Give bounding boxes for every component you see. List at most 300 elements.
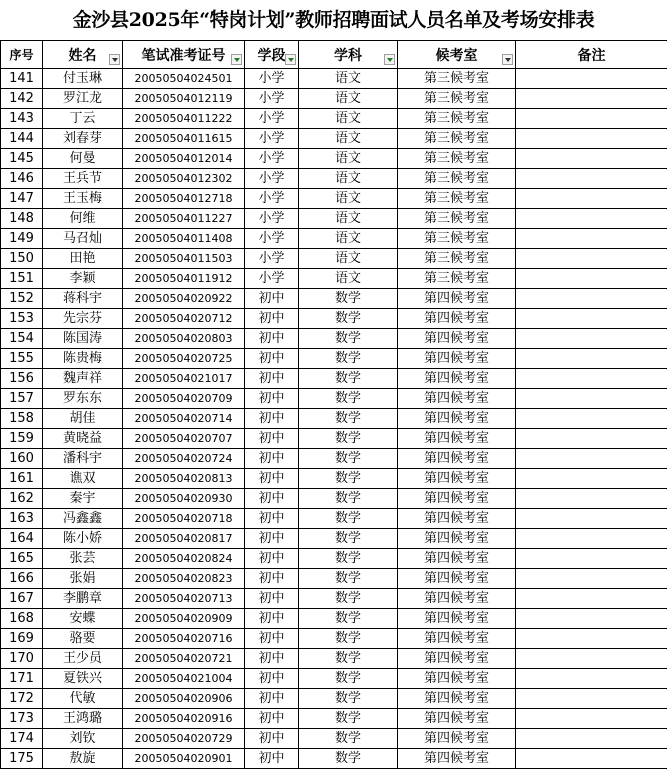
stage-cell[interactable]: 初中 xyxy=(245,549,299,569)
table-row xyxy=(1,469,667,489)
subject-cell[interactable]: 语文 xyxy=(299,269,398,289)
seq-cell[interactable]: 174 xyxy=(1,729,43,749)
remarks-cell[interactable] xyxy=(516,289,667,309)
remarks-cell[interactable] xyxy=(516,349,667,369)
table-row xyxy=(1,589,667,609)
subject-cell[interactable]: 数学 xyxy=(299,649,398,669)
waiting-room-cell[interactable]: 第三候考室 xyxy=(398,189,516,209)
waiting-room-cell[interactable]: 第四候考室 xyxy=(398,369,516,389)
stage-cell[interactable]: 小学 xyxy=(245,109,299,129)
header-label: 候考室 xyxy=(435,47,478,64)
seq-cell[interactable]: 168 xyxy=(1,609,43,629)
remarks-cell[interactable] xyxy=(516,529,667,549)
seq-cell[interactable]: 172 xyxy=(1,689,43,709)
table-row xyxy=(1,329,667,349)
name-cell[interactable]: 张芸 xyxy=(43,549,123,569)
stage-cell[interactable]: 小学 xyxy=(245,149,299,169)
table-row xyxy=(1,449,667,469)
table-row xyxy=(1,69,667,89)
waiting-room-cell[interactable]: 第四候考室 xyxy=(398,669,516,689)
exam-id-cell[interactable]: 20050504020916 xyxy=(123,709,245,729)
remarks-cell[interactable] xyxy=(516,309,667,329)
name-cell[interactable]: 付玉琳 xyxy=(43,69,123,89)
exam-id-cell[interactable]: 20050504020729 xyxy=(123,729,245,749)
remarks-cell[interactable] xyxy=(516,109,667,129)
remarks-cell[interactable] xyxy=(516,389,667,409)
remarks-cell[interactable] xyxy=(516,369,667,389)
remarks-cell[interactable] xyxy=(516,129,667,149)
exam-id-cell[interactable]: 20050504020724 xyxy=(123,449,245,469)
waiting-room-cell[interactable]: 第四候考室 xyxy=(398,689,516,709)
subject-cell[interactable]: 语文 xyxy=(299,109,398,129)
seq-cell[interactable]: 162 xyxy=(1,489,43,509)
filter-dropdown-icon[interactable] xyxy=(384,54,395,65)
remarks-cell[interactable] xyxy=(516,729,667,749)
table-row xyxy=(1,209,667,229)
remarks-cell[interactable] xyxy=(516,229,667,249)
subject-cell[interactable]: 数学 xyxy=(299,409,398,429)
exam-id-cell[interactable]: 20050504020823 xyxy=(123,569,245,589)
seq-cell[interactable]: 141 xyxy=(1,69,43,89)
waiting-room-cell[interactable]: 第四候考室 xyxy=(398,429,516,449)
filter-dropdown-icon[interactable] xyxy=(502,54,513,65)
exam-id-cell[interactable]: 20050504020707 xyxy=(123,429,245,449)
seq-cell[interactable]: 173 xyxy=(1,709,43,729)
table-row xyxy=(1,249,667,269)
subject-cell[interactable]: 数学 xyxy=(299,489,398,509)
filter-dropdown-icon[interactable] xyxy=(285,54,296,65)
table-row xyxy=(1,609,667,629)
exam-id-cell[interactable]: 20050504020922 xyxy=(123,289,245,309)
waiting-room-cell[interactable]: 第三候考室 xyxy=(398,209,516,229)
header-stage xyxy=(245,41,299,69)
seq-cell[interactable]: 157 xyxy=(1,389,43,409)
name-cell[interactable]: 骆要 xyxy=(43,629,123,649)
stage-cell[interactable]: 初中 xyxy=(245,449,299,469)
waiting-room-cell[interactable]: 第三候考室 xyxy=(398,109,516,129)
subject-cell[interactable]: 语文 xyxy=(299,189,398,209)
name-cell[interactable]: 胡佳 xyxy=(43,409,123,429)
seq-cell[interactable]: 155 xyxy=(1,349,43,369)
header-label: 学科 xyxy=(334,47,362,64)
table-row xyxy=(1,569,667,589)
exam-id-cell[interactable]: 20050504020813 xyxy=(123,469,245,489)
stage-cell[interactable]: 初中 xyxy=(245,669,299,689)
exam-id-cell[interactable]: 20050504011408 xyxy=(123,229,245,249)
table-row xyxy=(1,89,667,109)
seq-cell[interactable]: 171 xyxy=(1,669,43,689)
subject-cell[interactable]: 数学 xyxy=(299,549,398,569)
header-seq xyxy=(1,41,43,69)
subject-cell[interactable]: 数学 xyxy=(299,309,398,329)
waiting-room-cell[interactable]: 第三候考室 xyxy=(398,169,516,189)
waiting-room-cell[interactable]: 第四候考室 xyxy=(398,389,516,409)
name-cell[interactable]: 何曼 xyxy=(43,149,123,169)
remarks-cell[interactable] xyxy=(516,649,667,669)
seq-cell[interactable]: 167 xyxy=(1,589,43,609)
stage-cell[interactable]: 初中 xyxy=(245,649,299,669)
sheet-title: 金沙县2025年“特岗计划”教师招聘面试人员名单及考场安排表 xyxy=(72,9,595,31)
table-body xyxy=(1,69,667,769)
seq-cell[interactable]: 165 xyxy=(1,549,43,569)
table-row xyxy=(1,349,667,369)
seq-cell[interactable]: 159 xyxy=(1,429,43,449)
exam-id-cell[interactable]: 20050504020906 xyxy=(123,689,245,709)
table-row xyxy=(1,509,667,529)
seq-cell[interactable]: 164 xyxy=(1,529,43,549)
exam-id-cell[interactable]: 20050504024501 xyxy=(123,69,245,89)
exam-id-cell[interactable]: 20050504020909 xyxy=(123,609,245,629)
waiting-room-cell[interactable]: 第三候考室 xyxy=(398,149,516,169)
seq-cell[interactable]: 156 xyxy=(1,369,43,389)
stage-cell[interactable]: 小学 xyxy=(245,249,299,269)
table-row xyxy=(1,409,667,429)
table-row xyxy=(1,429,667,449)
header-label: 笔试准考证号 xyxy=(141,47,226,64)
name-cell[interactable]: 蒋科宇 xyxy=(43,289,123,309)
exam-id-cell[interactable]: 20050504020712 xyxy=(123,309,245,329)
exam-id-cell[interactable]: 20050504020817 xyxy=(123,529,245,549)
table-row xyxy=(1,129,667,149)
seq-cell[interactable]: 158 xyxy=(1,409,43,429)
waiting-room-cell[interactable]: 第四候考室 xyxy=(398,549,516,569)
table-row xyxy=(1,649,667,669)
remarks-cell[interactable] xyxy=(516,689,667,709)
table-row xyxy=(1,169,667,189)
remarks-cell[interactable] xyxy=(516,509,667,529)
name-cell[interactable]: 谯双 xyxy=(43,469,123,489)
stage-cell[interactable]: 初中 xyxy=(245,429,299,449)
remarks-cell[interactable] xyxy=(516,589,667,609)
remarks-cell[interactable] xyxy=(516,609,667,629)
header-remarks xyxy=(516,41,667,69)
name-cell[interactable]: 秦宇 xyxy=(43,489,123,509)
subject-cell[interactable]: 语文 xyxy=(299,169,398,189)
remarks-cell[interactable] xyxy=(516,69,667,89)
waiting-room-cell[interactable]: 第四候考室 xyxy=(398,729,516,749)
subject-cell[interactable]: 数学 xyxy=(299,469,398,489)
exam-id-cell[interactable]: 20050504021017 xyxy=(123,369,245,389)
stage-cell[interactable]: 初中 xyxy=(245,369,299,389)
remarks-cell[interactable] xyxy=(516,629,667,649)
waiting-room-cell[interactable]: 第四候考室 xyxy=(398,709,516,729)
waiting-room-cell[interactable]: 第四候考室 xyxy=(398,529,516,549)
exam-id-cell[interactable]: 20050504012718 xyxy=(123,189,245,209)
stage-cell[interactable]: 小学 xyxy=(245,129,299,149)
stage-cell[interactable]: 初中 xyxy=(245,709,299,729)
header-subject xyxy=(299,41,398,69)
name-cell[interactable]: 田艳 xyxy=(43,249,123,269)
waiting-room-cell[interactable]: 第四候考室 xyxy=(398,349,516,369)
subject-cell[interactable]: 数学 xyxy=(299,389,398,409)
candidate-table xyxy=(0,40,667,769)
subject-cell[interactable]: 数学 xyxy=(299,589,398,609)
seq-cell[interactable]: 143 xyxy=(1,109,43,129)
waiting-room-cell[interactable]: 第四候考室 xyxy=(398,749,516,769)
exam-id-cell[interactable]: 20050504012302 xyxy=(123,169,245,189)
seq-cell[interactable]: 150 xyxy=(1,249,43,269)
waiting-room-cell[interactable]: 第四候考室 xyxy=(398,509,516,529)
name-cell[interactable]: 冯鑫鑫 xyxy=(43,509,123,529)
table-row xyxy=(1,629,667,649)
name-cell[interactable]: 安蝶 xyxy=(43,609,123,629)
stage-cell[interactable]: 初中 xyxy=(245,329,299,349)
waiting-room-cell[interactable]: 第三候考室 xyxy=(398,249,516,269)
stage-cell[interactable]: 初中 xyxy=(245,349,299,369)
name-cell[interactable]: 王兵节 xyxy=(43,169,123,189)
waiting-room-cell[interactable]: 第四候考室 xyxy=(398,489,516,509)
waiting-room-cell[interactable]: 第三候考室 xyxy=(398,129,516,149)
seq-cell[interactable]: 147 xyxy=(1,189,43,209)
exam-id-cell[interactable]: 20050504011615 xyxy=(123,129,245,149)
exam-id-cell[interactable]: 20050504011912 xyxy=(123,269,245,289)
name-cell[interactable]: 刘春芽 xyxy=(43,129,123,149)
name-cell[interactable]: 代敏 xyxy=(43,689,123,709)
exam-id-cell[interactable]: 20050504011227 xyxy=(123,209,245,229)
header-label: 备注 xyxy=(577,47,606,64)
subject-cell[interactable]: 数学 xyxy=(299,609,398,629)
seq-cell[interactable]: 145 xyxy=(1,149,43,169)
subject-cell[interactable]: 数学 xyxy=(299,729,398,749)
subject-cell[interactable]: 语文 xyxy=(299,249,398,269)
exam-id-cell[interactable]: 20050504020824 xyxy=(123,549,245,569)
seq-cell[interactable]: 175 xyxy=(1,749,43,769)
name-cell[interactable]: 夏铁兴 xyxy=(43,669,123,689)
subject-cell[interactable]: 语文 xyxy=(299,149,398,169)
waiting-room-cell[interactable]: 第四候考室 xyxy=(398,449,516,469)
remarks-cell[interactable] xyxy=(516,709,667,729)
exam-id-cell[interactable]: 20050504012014 xyxy=(123,149,245,169)
subject-cell[interactable]: 数学 xyxy=(299,709,398,729)
remarks-cell[interactable] xyxy=(516,749,667,769)
name-cell[interactable]: 丁云 xyxy=(43,109,123,129)
waiting-room-cell[interactable]: 第四候考室 xyxy=(398,289,516,309)
seq-cell[interactable]: 160 xyxy=(1,449,43,469)
filter-dropdown-icon[interactable] xyxy=(231,54,242,65)
waiting-room-cell[interactable]: 第四候考室 xyxy=(398,589,516,609)
waiting-room-cell[interactable]: 第四候考室 xyxy=(398,569,516,589)
remarks-cell[interactable] xyxy=(516,469,667,489)
subject-cell[interactable]: 数学 xyxy=(299,349,398,369)
name-cell[interactable]: 罗东东 xyxy=(43,389,123,409)
waiting-room-cell[interactable]: 第四候考室 xyxy=(398,329,516,349)
stage-cell[interactable]: 小学 xyxy=(245,209,299,229)
stage-cell[interactable]: 初中 xyxy=(245,589,299,609)
table-row xyxy=(1,489,667,509)
subject-cell[interactable]: 语文 xyxy=(299,89,398,109)
table-row xyxy=(1,709,667,729)
stage-cell[interactable]: 初中 xyxy=(245,689,299,709)
subject-cell[interactable]: 数学 xyxy=(299,569,398,589)
subject-cell[interactable]: 数学 xyxy=(299,289,398,309)
seq-cell[interactable]: 149 xyxy=(1,229,43,249)
exam-id-cell[interactable]: 20050504020721 xyxy=(123,649,245,669)
exam-id-cell[interactable]: 20050504020716 xyxy=(123,629,245,649)
stage-cell[interactable]: 初中 xyxy=(245,389,299,409)
table-row xyxy=(1,549,667,569)
exam-id-cell[interactable]: 20050504011503 xyxy=(123,249,245,269)
table-row xyxy=(1,529,667,549)
waiting-room-cell[interactable]: 第四候考室 xyxy=(398,649,516,669)
subject-cell[interactable]: 数学 xyxy=(299,429,398,449)
stage-cell[interactable]: 初中 xyxy=(245,529,299,549)
exam-id-cell[interactable]: 20050504020709 xyxy=(123,389,245,409)
table-row xyxy=(1,189,667,209)
seq-cell[interactable]: 151 xyxy=(1,269,43,289)
name-cell[interactable]: 罗江龙 xyxy=(43,89,123,109)
seq-cell[interactable]: 166 xyxy=(1,569,43,589)
waiting-room-cell[interactable]: 第四候考室 xyxy=(398,309,516,329)
seq-cell[interactable]: 161 xyxy=(1,469,43,489)
name-cell[interactable]: 刘钦 xyxy=(43,729,123,749)
header-row xyxy=(1,41,667,69)
stage-cell[interactable]: 小学 xyxy=(245,69,299,89)
waiting-room-cell[interactable]: 第四候考室 xyxy=(398,609,516,629)
exam-id-cell[interactable]: 20050504012119 xyxy=(123,89,245,109)
seq-cell[interactable]: 169 xyxy=(1,629,43,649)
header-label: 学段 xyxy=(257,47,286,64)
remarks-cell[interactable] xyxy=(516,169,667,189)
stage-cell[interactable]: 小学 xyxy=(245,169,299,189)
remarks-cell[interactable] xyxy=(516,89,667,109)
remarks-cell[interactable] xyxy=(516,489,667,509)
remarks-cell[interactable] xyxy=(516,429,667,449)
table-row xyxy=(1,149,667,169)
table-row xyxy=(1,389,667,409)
stage-cell[interactable]: 初中 xyxy=(245,289,299,309)
stage-cell[interactable]: 小学 xyxy=(245,269,299,289)
waiting-room-cell[interactable]: 第三候考室 xyxy=(398,69,516,89)
seq-cell[interactable]: 153 xyxy=(1,309,43,329)
subject-cell[interactable]: 语文 xyxy=(299,229,398,249)
table-row xyxy=(1,669,667,689)
name-cell[interactable]: 何维 xyxy=(43,209,123,229)
table-row xyxy=(1,309,667,329)
stage-cell[interactable]: 初中 xyxy=(245,409,299,429)
subject-cell[interactable]: 语文 xyxy=(299,209,398,229)
table-row xyxy=(1,229,667,249)
exam-id-cell[interactable]: 20050504020901 xyxy=(123,749,245,769)
seq-cell[interactable]: 152 xyxy=(1,289,43,309)
subject-cell[interactable]: 数学 xyxy=(299,369,398,389)
remarks-cell[interactable] xyxy=(516,549,667,569)
name-cell[interactable]: 李鹏章 xyxy=(43,589,123,609)
seq-cell[interactable]: 146 xyxy=(1,169,43,189)
stage-cell[interactable]: 初中 xyxy=(245,749,299,769)
stage-cell[interactable]: 初中 xyxy=(245,569,299,589)
name-cell[interactable]: 陈小娇 xyxy=(43,529,123,549)
subject-cell[interactable]: 数学 xyxy=(299,749,398,769)
subject-cell[interactable]: 数学 xyxy=(299,689,398,709)
remarks-cell[interactable] xyxy=(516,449,667,469)
name-cell[interactable]: 魏声祥 xyxy=(43,369,123,389)
name-cell[interactable]: 黄晓益 xyxy=(43,429,123,449)
waiting-room-cell[interactable]: 第四候考室 xyxy=(398,469,516,489)
subject-cell[interactable]: 语文 xyxy=(299,69,398,89)
subject-cell[interactable]: 数学 xyxy=(299,329,398,349)
exam-id-cell[interactable]: 20050504020930 xyxy=(123,489,245,509)
seq-cell[interactable]: 170 xyxy=(1,649,43,669)
table-row xyxy=(1,109,667,129)
seq-cell[interactable]: 144 xyxy=(1,129,43,149)
name-cell[interactable]: 张娟 xyxy=(43,569,123,589)
table-row xyxy=(1,689,667,709)
header-waiting-room xyxy=(398,41,516,69)
subject-cell[interactable]: 数学 xyxy=(299,449,398,469)
remarks-cell[interactable] xyxy=(516,209,667,229)
stage-cell[interactable]: 初中 xyxy=(245,629,299,649)
seq-cell[interactable]: 148 xyxy=(1,209,43,229)
table-row xyxy=(1,369,667,389)
table-row xyxy=(1,749,667,769)
name-cell[interactable]: 敖旋 xyxy=(43,749,123,769)
stage-cell[interactable]: 初中 xyxy=(245,609,299,629)
remarks-cell[interactable] xyxy=(516,269,667,289)
stage-cell[interactable]: 初中 xyxy=(245,509,299,529)
stage-cell[interactable]: 初中 xyxy=(245,469,299,489)
waiting-room-cell[interactable]: 第四候考室 xyxy=(398,409,516,429)
waiting-room-cell[interactable]: 第四候考室 xyxy=(398,629,516,649)
subject-cell[interactable]: 数学 xyxy=(299,509,398,529)
remarks-cell[interactable] xyxy=(516,249,667,269)
name-cell[interactable]: 马召灿 xyxy=(43,229,123,249)
exam-id-cell[interactable]: 20050504021004 xyxy=(123,669,245,689)
remarks-cell[interactable] xyxy=(516,149,667,169)
subject-cell[interactable]: 数学 xyxy=(299,669,398,689)
header-label: 序号 xyxy=(9,48,34,62)
name-cell[interactable]: 潘科宇 xyxy=(43,449,123,469)
exam-id-cell[interactable]: 20050504020713 xyxy=(123,589,245,609)
stage-cell[interactable]: 小学 xyxy=(245,189,299,209)
waiting-room-cell[interactable]: 第三候考室 xyxy=(398,269,516,289)
name-cell[interactable]: 陈贵梅 xyxy=(43,349,123,369)
exam-id-cell[interactable]: 20050504011222 xyxy=(123,109,245,129)
stage-cell[interactable]: 小学 xyxy=(245,89,299,109)
name-cell[interactable]: 李颖 xyxy=(43,269,123,289)
remarks-cell[interactable] xyxy=(516,329,667,349)
exam-id-cell[interactable]: 20050504020718 xyxy=(123,509,245,529)
name-cell[interactable]: 王少员 xyxy=(43,649,123,669)
stage-cell[interactable]: 小学 xyxy=(245,229,299,249)
name-cell[interactable]: 王鸿璐 xyxy=(43,709,123,729)
subject-cell[interactable]: 数学 xyxy=(299,529,398,549)
table-row xyxy=(1,289,667,309)
header-exam-id xyxy=(123,41,245,69)
name-cell[interactable]: 王玉梅 xyxy=(43,189,123,209)
exam-id-cell[interactable]: 20050504020725 xyxy=(123,349,245,369)
exam-id-cell[interactable]: 20050504020803 xyxy=(123,329,245,349)
seq-cell[interactable]: 142 xyxy=(1,89,43,109)
remarks-cell[interactable] xyxy=(516,569,667,589)
remarks-cell[interactable] xyxy=(516,669,667,689)
stage-cell[interactable]: 初中 xyxy=(245,489,299,509)
header-label: 姓名 xyxy=(68,47,97,64)
subject-cell[interactable]: 语文 xyxy=(299,129,398,149)
seq-cell[interactable]: 163 xyxy=(1,509,43,529)
exam-id-cell[interactable]: 20050504020714 xyxy=(123,409,245,429)
subject-cell[interactable]: 数学 xyxy=(299,629,398,649)
seq-cell[interactable]: 154 xyxy=(1,329,43,349)
stage-cell[interactable]: 初中 xyxy=(245,729,299,749)
waiting-room-cell[interactable]: 第三候考室 xyxy=(398,229,516,249)
name-cell[interactable]: 陈国涛 xyxy=(43,329,123,349)
stage-cell[interactable]: 初中 xyxy=(245,309,299,329)
remarks-cell[interactable] xyxy=(516,409,667,429)
remarks-cell[interactable] xyxy=(516,189,667,209)
filter-dropdown-icon[interactable] xyxy=(109,54,120,65)
waiting-room-cell[interactable]: 第三候考室 xyxy=(398,89,516,109)
name-cell[interactable]: 先宗芬 xyxy=(43,309,123,329)
